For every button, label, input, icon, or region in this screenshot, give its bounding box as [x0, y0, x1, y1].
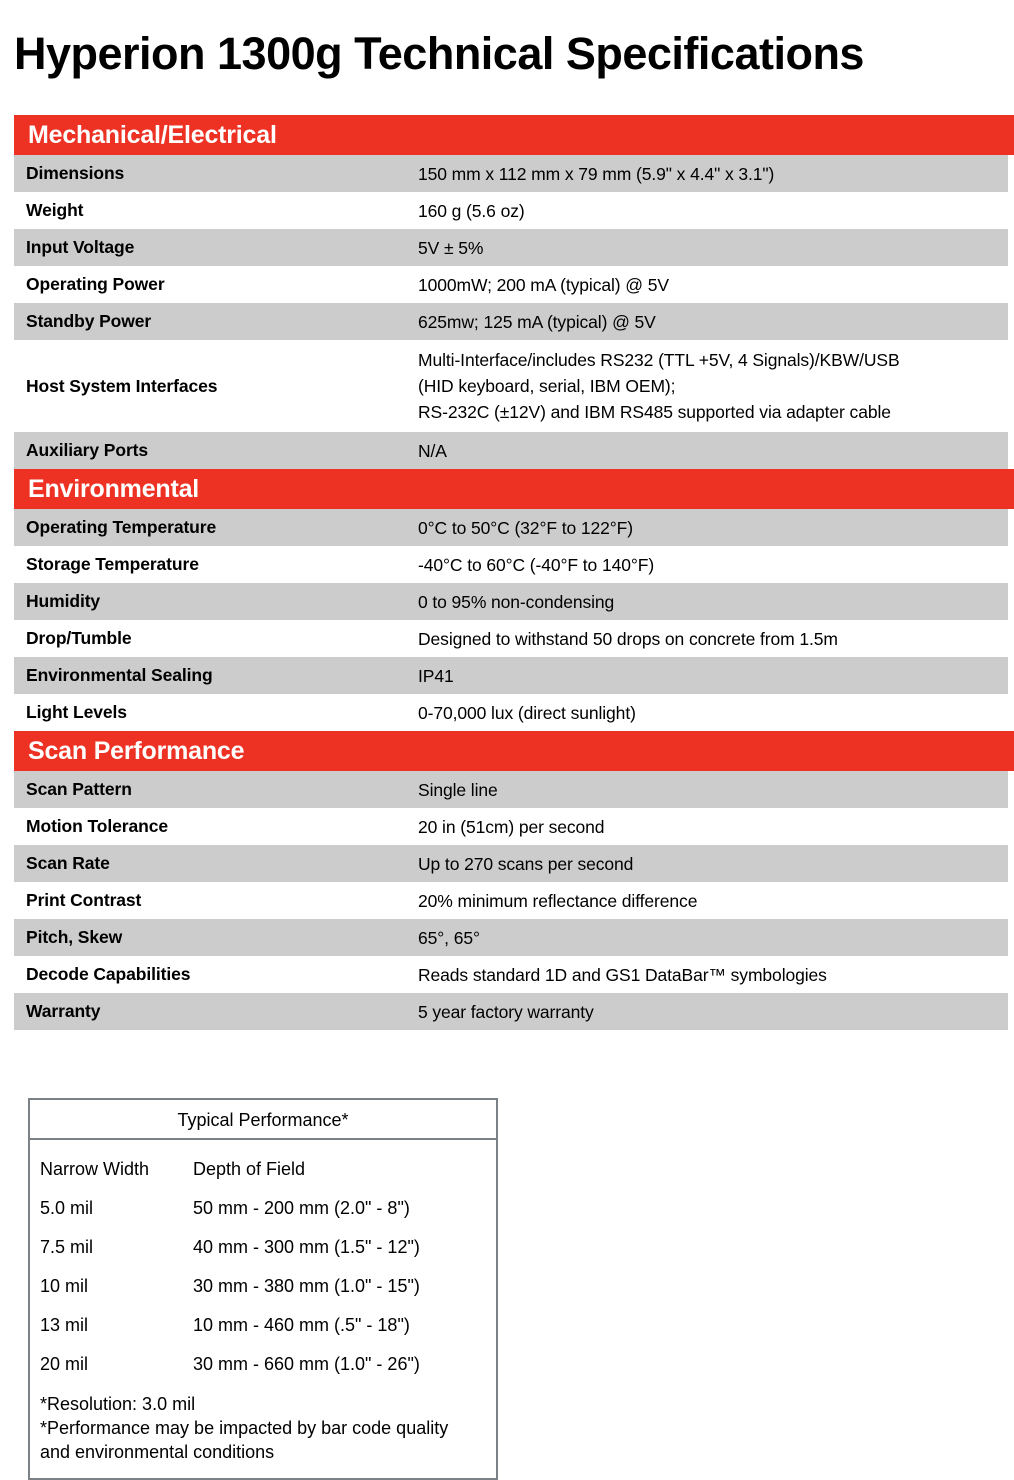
perf-narrow-width: 5.0 mil	[40, 1198, 94, 1218]
spec-value	[418, 235, 1008, 261]
spec-value	[418, 999, 1008, 1025]
spec-value-line: IP41	[418, 665, 454, 686]
perf-column-header: Depth of Field	[193, 1159, 306, 1179]
spec-label: Weight	[26, 200, 84, 220]
spec-value	[418, 700, 1008, 726]
spec-value-line: 5 year factory warranty	[418, 1001, 594, 1022]
spec-value	[418, 161, 1008, 187]
spec-label: Drop/Tumble	[26, 628, 132, 648]
spec-label: Pitch, Skew	[26, 927, 123, 947]
spec-row	[14, 657, 1008, 694]
spec-row	[14, 192, 1008, 229]
perf-depth-of-field: 50 mm - 200 mm (2.0ʺ - 8ʺ)	[193, 1198, 410, 1218]
spec-row	[14, 771, 1008, 808]
spec-row	[14, 432, 1008, 469]
specifications-table	[0, 115, 1014, 1030]
spec-row	[14, 993, 1008, 1030]
spec-label: Scan Rate	[26, 853, 110, 873]
spec-value-line: 20% minimum reflectance difference	[418, 890, 698, 911]
spec-row	[14, 694, 1008, 731]
spec-row	[14, 919, 1008, 956]
section-header: Scan Performance	[14, 731, 1014, 771]
spec-value	[418, 272, 1008, 298]
spec-row	[14, 546, 1008, 583]
spec-label: Light Levels	[26, 702, 127, 722]
spec-label: Host System Interfaces	[26, 375, 218, 396]
spec-label: Decode Capabilities	[26, 964, 191, 984]
spec-value-line: Multi-Interface/includes RS232 (TTL +5V, 4 Signals)/KBW/USB	[418, 350, 900, 370]
spec-row	[14, 620, 1008, 657]
spec-value	[418, 198, 1008, 224]
spec-label: Scan Pattern	[26, 779, 132, 799]
perf-narrow-width: 20 mil	[40, 1354, 89, 1374]
spec-value	[418, 663, 1008, 689]
perf-narrow-width: 10 mil	[40, 1276, 89, 1296]
spec-label: Environmental Sealing	[26, 665, 213, 685]
spec-label: Auxiliary Ports	[26, 440, 149, 460]
spec-row	[14, 882, 1008, 919]
page-title: Hyperion 1300g Technical Specifications	[14, 28, 864, 79]
spec-value-line: 150 mm x 112 mm x 79 mm (5.9ʺ x 4.4ʺ x 3.1ʺ)	[418, 163, 775, 184]
spec-value	[418, 515, 1008, 541]
spec-label: Operating Temperature	[26, 517, 217, 537]
spec-row	[14, 956, 1008, 993]
spec-row	[14, 229, 1008, 266]
spec-value	[418, 925, 1008, 951]
spec-row	[14, 155, 1008, 192]
spec-label: Storage Temperature	[26, 554, 199, 574]
spec-label: Print Contrast	[26, 890, 142, 910]
perf-data-row	[30, 1189, 496, 1228]
spec-label: Operating Power	[26, 274, 165, 294]
spec-value	[418, 626, 1008, 652]
perf-data-row	[30, 1267, 496, 1306]
spec-row	[14, 303, 1008, 340]
spec-label: Motion Tolerance	[26, 816, 168, 836]
spec-value-line: 0°C to 50°C (32°F to 122°F)	[418, 517, 633, 538]
section-header: Mechanical/Electrical	[14, 115, 1014, 155]
spec-value	[418, 962, 1008, 988]
spec-value-line: 0-70,000 lux (direct sunlight)	[418, 702, 636, 723]
spec-value	[418, 851, 1008, 877]
perf-data-row	[30, 1228, 496, 1267]
spec-label: Input Voltage	[26, 237, 135, 257]
spec-value-line: 20 in (51cm) per second	[418, 816, 605, 837]
perf-data-row	[30, 1345, 496, 1384]
spec-value	[418, 347, 1008, 425]
perf-note-line: *Resolution: 3.0 mil	[40, 1394, 196, 1414]
spec-value-line: Single line	[418, 779, 498, 800]
spec-label: Dimensions	[26, 163, 125, 183]
spec-label: Warranty	[26, 1001, 101, 1021]
spec-row	[14, 266, 1008, 303]
spec-value-line: 0 to 95% non-condensing	[418, 591, 615, 612]
typical-performance-body	[30, 1140, 496, 1478]
perf-data-row	[30, 1306, 496, 1345]
perf-note-line: *Performance may be impacted by bar code quality and environmental conditions	[40, 1418, 449, 1462]
perf-depth-of-field: 10 mm - 460 mm (.5ʺ - 18ʺ)	[193, 1315, 410, 1335]
section-header: Environmental	[14, 469, 1014, 509]
perf-depth-of-field: 40 mm - 300 mm (1.5ʺ - 12ʺ)	[193, 1237, 420, 1257]
spec-value-line: RS-232C (±12V) and IBM RS485 supported via adapter cable	[418, 402, 891, 422]
perf-header-row	[30, 1150, 496, 1189]
spec-value-line: 625mw; 125 mA (typical) @ 5V	[418, 311, 656, 332]
spec-value	[418, 309, 1008, 335]
spec-value-line: (HID keyboard, serial, IBM OEM);	[418, 376, 676, 396]
spec-value-line: Designed to withstand 50 drops on concrete from 1.5m	[418, 628, 838, 649]
spec-value-line: 1000mW; 200 mA (typical) @ 5V	[418, 274, 669, 295]
spec-value-line: N/A	[418, 440, 447, 461]
spec-row	[14, 845, 1008, 882]
perf-depth-of-field: 30 mm - 380 mm (1.0ʺ - 15ʺ)	[193, 1276, 420, 1296]
perf-depth-of-field: 30 mm - 660 mm (1.0ʺ - 26ʺ)	[193, 1354, 420, 1374]
spec-value	[418, 814, 1008, 840]
spec-value	[418, 777, 1008, 803]
spec-value-line: 160 g (5.6 oz)	[418, 200, 525, 221]
perf-narrow-width: 7.5 mil	[40, 1237, 94, 1257]
spec-row	[14, 808, 1008, 845]
spec-value	[418, 888, 1008, 914]
spec-value-line: Up to 270 scans per second	[418, 853, 634, 874]
spec-label: Humidity	[26, 591, 101, 611]
spec-row	[14, 583, 1008, 620]
perf-notes	[30, 1384, 496, 1466]
perf-column-header: Narrow Width	[40, 1159, 150, 1179]
spec-row	[14, 509, 1008, 546]
typical-performance-box	[28, 1098, 498, 1480]
spec-label: Standby Power	[26, 311, 152, 331]
spec-value-line: 65°, 65°	[418, 927, 480, 948]
spec-value	[418, 589, 1008, 615]
spec-value	[418, 552, 1008, 578]
typical-performance-title: Typical Performance*	[30, 1100, 496, 1140]
spec-value-line: Reads standard 1D and GS1 DataBar™ symbologies	[418, 964, 827, 985]
spec-value-line: 5V ± 5%	[418, 237, 484, 258]
spec-row	[14, 340, 1008, 432]
spec-value	[418, 438, 1008, 464]
perf-narrow-width: 13 mil	[40, 1315, 89, 1335]
spec-value-line: -40°C to 60°C (-40°F to 140°F)	[418, 554, 655, 575]
